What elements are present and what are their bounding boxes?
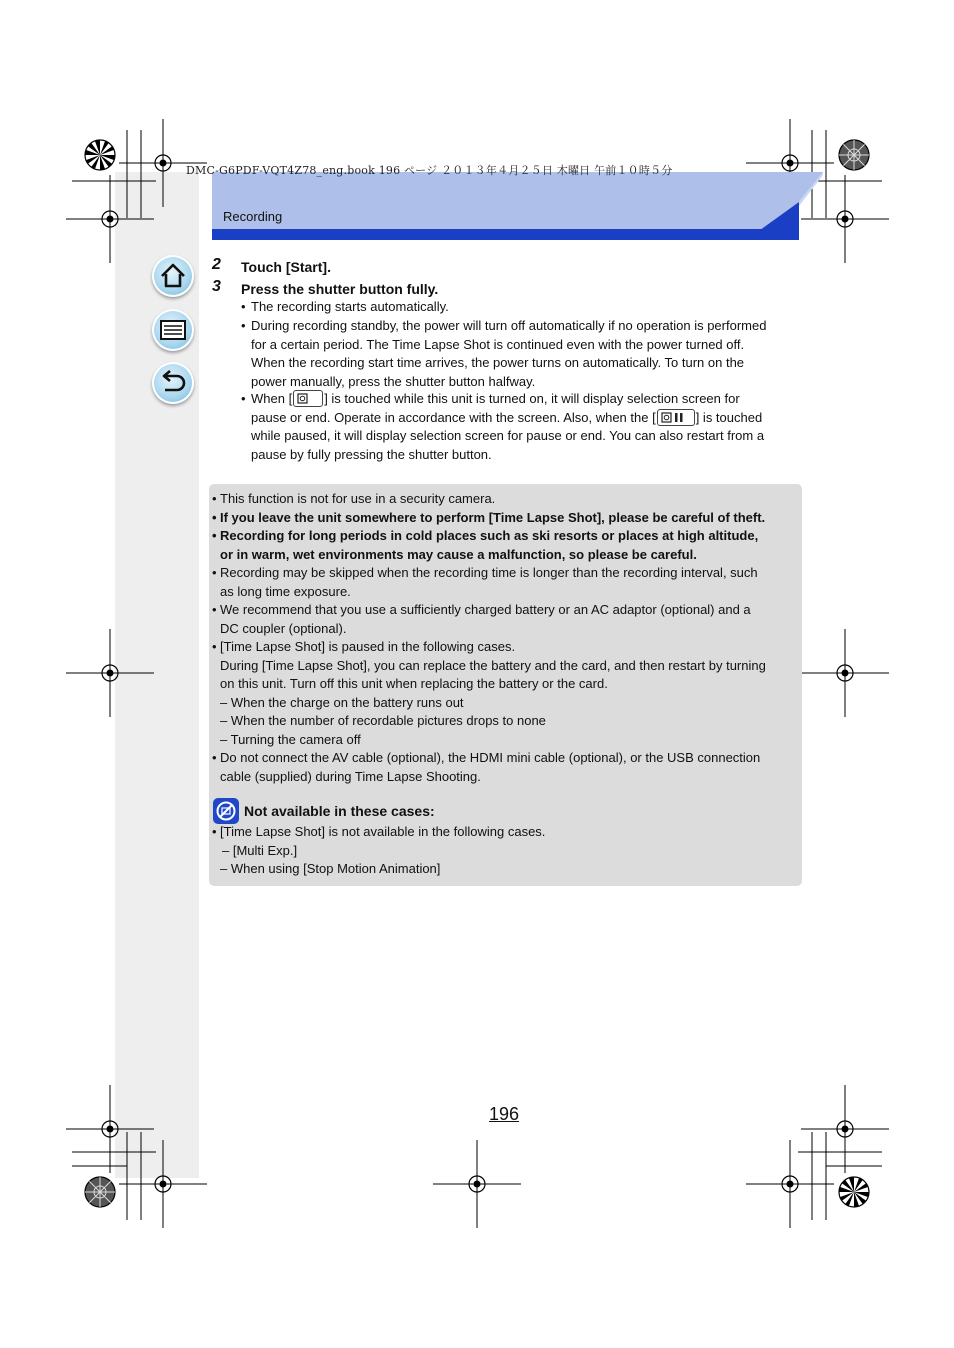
section-title: Recording [223,209,283,224]
home-icon [152,255,194,297]
not-available-icon [213,798,239,824]
note-line: During [Time Lapse Shot], you can replace the battery and the card, and then restart by turning [220,657,766,673]
bullet-line: pause by fully pressing the shutter button. [251,446,492,462]
note-line: Do not connect the AV cable (optional), the HDMI mini cable (optional), or the USB connection [220,750,761,765]
bullet-text: The recording starts automatically. [251,299,449,314]
bullet-line: while paused, it will display selection screen for pause or end. You can also restart from a [251,428,765,444]
step-text: Touch [Start]. [241,259,331,275]
note-line: or in warm, wet environments may cause a malfunction, so please be careful. [220,546,697,562]
time-lapse-touch-icon [293,390,323,407]
bullet-line: power manually, press the shutter button halfway. [251,373,536,389]
dash-item: – Turning the camera off [220,731,361,747]
back-arrow-icon [152,362,194,404]
bullet-line: ] is touched [695,409,763,425]
dash-item: – When the charge on the battery runs out [220,694,464,710]
dash-item: – [Multi Exp.] [222,842,298,858]
step-text: Press the shutter button fully. [241,281,439,297]
dash-item: – When using [Stop Motion Animation] [220,861,441,877]
bullet-line: for a certain period. The Time Lapse Shot is continued even with the power turned off. [251,336,745,352]
note-text: This function is not for use in a security camera. [220,491,496,506]
note-line: cable (supplied) during Time Lapse Shooting. [220,768,481,784]
note-item: • Do not connect the AV cable (optional), the HDMI mini cable (optional), or the USB connection cable (supplied) during Time Lapse Shooting. [212,749,802,786]
bullet-line: During recording standby, the power will turn off automatically if no operation is performed [251,318,767,333]
note-line: [Time Lapse Shot] is paused in the following cases. [220,639,516,654]
step-number: 2 [212,256,221,273]
note-line: Recording for long periods in cold places such as ski resorts or places at high altitude, [220,528,759,543]
note-item: • Recording for long periods in cold places such as ski resorts or places at high altitude, or in warm, wet environments may cause a malfunction, so please be careful. [212,527,802,564]
bullet-item: • When [ ] is touched while this unit is turned on, it will display selection screen for pause or end. Operate in accordance with the screen. Also, when the [ ] is touched while paused, it will display selection screen for pause or end. You can also restart from a pause by fully pressing the shutter button. [241,390,799,464]
bullet-line: pause or end. Operate in accordance with the screen. Also, when the [ [251,409,656,425]
bullet-line: When the recording start time arrives, the power turns on automatically. To turn on the [251,355,745,371]
note-line: Recording may be skipped when the recording time is longer than the recording interval, such [220,565,758,580]
bullet-item: • During recording standby, the power will turn off automatically if no operation is performed for a certain period. The Time Lapse Shot is continued even with the power turned off. When the recording start time arrives, the power turns on automatically. To turn on the power manually, press the shutter button halfway. [241,317,799,391]
menu-button[interactable] [152,309,194,351]
bullet-line: ] is touched while this unit is turned on, it will display selection screen for [324,391,740,406]
menu-list-icon [152,309,194,351]
home-button[interactable] [152,255,194,297]
note-line: DC coupler (optional). [220,620,347,636]
note-item: • This function is not for use in a security camera. [212,490,802,509]
time-lapse-pause-icon [657,409,695,426]
note-text: If you leave the unit somewhere to perform [Time Lapse Shot], please be careful of theft. [220,510,766,525]
note-item: • If you leave the unit somewhere to perform [Time Lapse Shot], please be careful of theft. [212,509,802,528]
dash-item: – When the number of recordable pictures drops to none [220,713,546,729]
step-number: 3 [212,278,221,295]
header-band [0,0,954,260]
note-line: We recommend that you use a sufficiently charged battery or an AC adaptor (optional) and a [220,602,751,617]
file-info-text: DMC-G6PDF-VQT4Z78_eng.book 196 ページ ２０１３年４月２５日 木曜日 午前１０時５分 [186,164,673,177]
note-item: • [Time Lapse Shot] is paused in the following cases. During [Time Lapse Shot], you can replace the battery and the card, and then restart by turning on this unit. Turn off this unit when replacing the battery or the card. – When the charge on the battery runs out – When the number of recordable pictures drops to none – Turning the camera off [212,638,802,750]
note-item: • We recommend that you use a sufficiently charged battery or an AC adaptor (optional) and a DC coupler (optional). [212,601,802,638]
back-button[interactable] [152,362,194,404]
bullet-line: When [ [251,391,293,406]
page-number: 196 [489,1104,520,1124]
note-item: • [Time Lapse Shot] is not available in the following cases. – [Multi Exp.] – When using [Stop Motion Animation] [212,823,802,879]
bullet-item: • The recording starts automatically. [241,298,799,317]
not-available-title: Not available in these cases: [244,803,435,819]
note-item: • Recording may be skipped when the recording time is longer than the recording interval, such as long time exposure. [212,564,802,601]
note-line: on this unit. Turn off this unit when replacing the battery or the card. [220,676,608,692]
note-line: as long time exposure. [220,583,351,599]
note-line: [Time Lapse Shot] is not available in the following cases. [220,824,546,839]
